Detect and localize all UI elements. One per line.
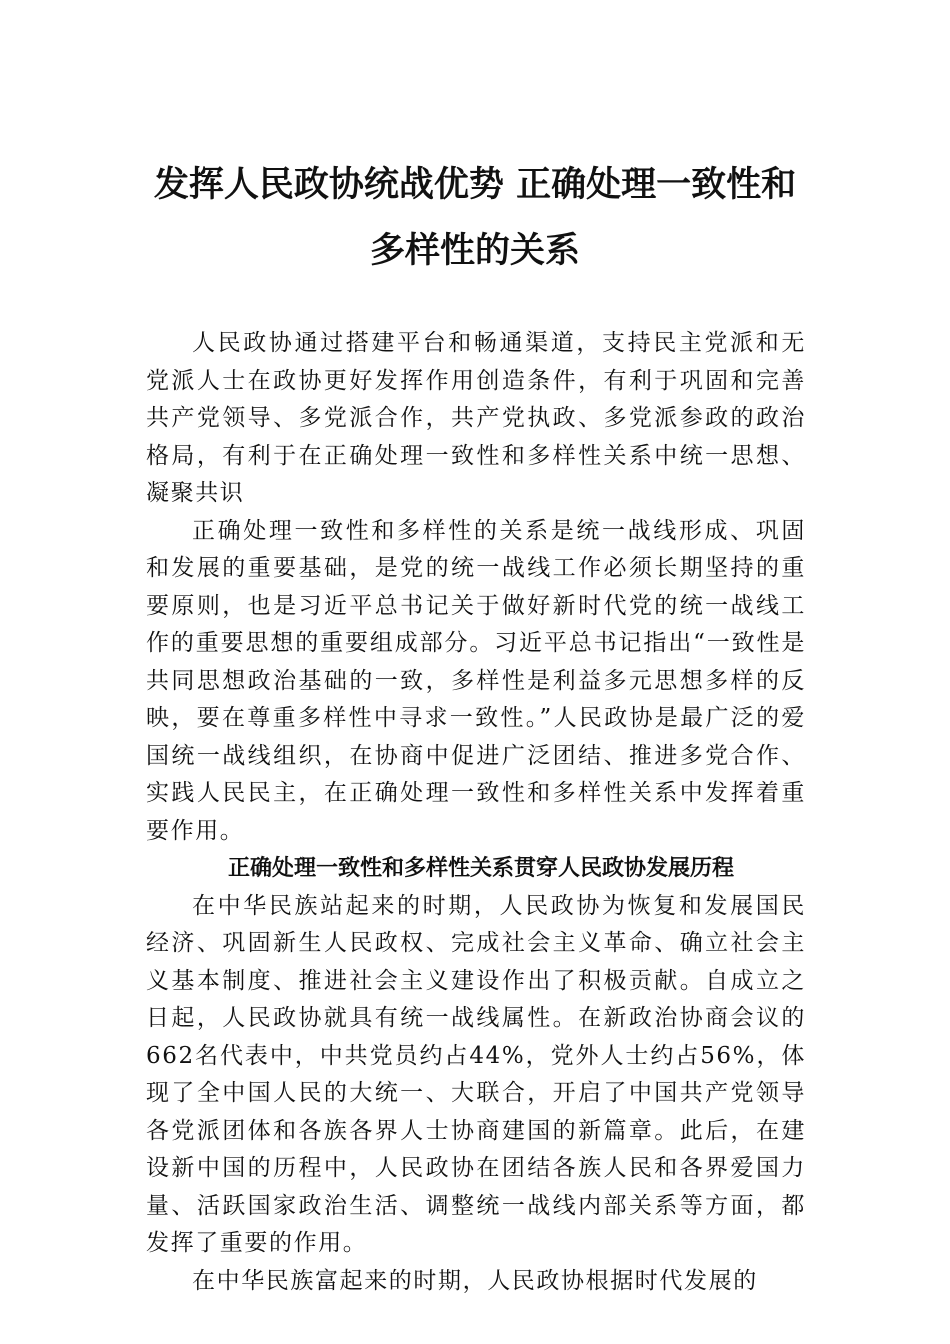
body-paragraph-1: 人民政协通过搭建平台和畅通渠道，支持民主党派和无党派人士在政协更好发挥作用创造条件，有利于巩固和完善共产党领导、多党派合作，共产党执政、多党派参政的政治格局，有利于在正确处理一致性和多样性关系中统一思想、凝聚共识 bbox=[146, 330, 806, 506]
section-paragraph-2: 在中华民族富起来的时期，人民政协根据时代发展的 bbox=[192, 1267, 758, 1294]
document-body bbox=[146, 325, 806, 1300]
body-paragraph-2: 正确处理一致性和多样性的关系是统一战线形成、巩固和发展的重要基础，是党的统一战线工作必须长期坚持的重要原则，也是习近平总书记关于做好新时代党的统一战线工作的重要思想的重要组成部分。习近平总书记指出“一致性是共同思想政治基础的一致，多样性是利益多元思想多样的反映，要在尊重多样性中寻求一致性。”人民政协是最广泛的爱国统一战线组织，在协商中促进广泛团结、推进多党合作、实践人民民主，在正确处理一致性和多样性关系中发挥着重要作用。 bbox=[146, 517, 806, 844]
title-line-1: 发挥人民政协统战优势 正确处理一致性和 bbox=[153, 165, 797, 205]
title-line-2: 多样性的关系 bbox=[369, 231, 580, 271]
section-paragraph-1: 在中华民族站起来的时期，人民政协为恢复和发展国民经济、巩固新生人民政权、完成社会主义革命、确立社会主义基本制度、推进社会主义建设作出了积极贡献。自成立之日起，人民政协就具有统一战线属性。在新政治协商会议的662名代表中，中共党员约占44%，党外人士约占56%，体现了全中国人民的大统一、大联合，开启了中国共产党领导各党派团体和各族各界人士协商建国的新篇章。此后，在建设新中国的历程中，人民政协在团结各族人民和各界爱国力量、活跃国家政治生活、调整统一战线内部关系等方面，都发挥了重要的作用。 bbox=[146, 892, 806, 1256]
section-heading: 正确处理一致性和多样性关系贯穿人民政协发展历程 bbox=[227, 856, 734, 881]
document-title bbox=[140, 152, 810, 284]
